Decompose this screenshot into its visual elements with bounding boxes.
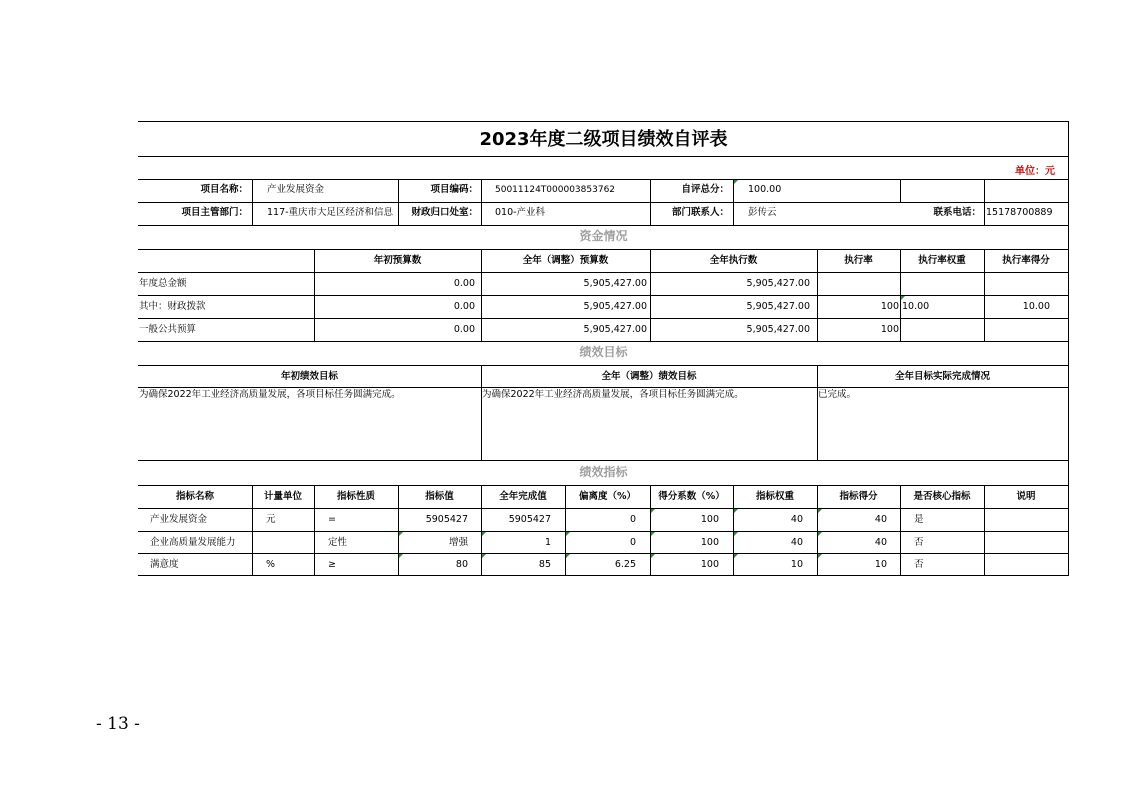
funds-cell-rate: 100 — [880, 301, 899, 312]
funds-header-adjusted: 全年（调整）预算数 — [522, 255, 609, 266]
ind-cell-dev: 0 — [629, 537, 636, 548]
indicators-section-title: 绩效指标 — [579, 465, 628, 479]
ind-cell-weight: 10 — [790, 559, 803, 570]
funds-row-label: 其中：财政拨款 — [139, 301, 206, 312]
cell-marker — [901, 296, 905, 300]
ind-cell-nature: 定性 — [328, 537, 348, 548]
funds-cell-initial: 0.00 — [453, 324, 475, 335]
info-vline — [900, 179, 901, 202]
ind-header-top — [138, 485, 1069, 486]
cell-marker — [818, 532, 822, 536]
ind-cell-score: 40 — [874, 537, 887, 548]
bottom-border — [138, 575, 1069, 576]
funds-cell-score: 10.00 — [1022, 301, 1050, 312]
finance-office-value: 010-产业科 — [495, 207, 546, 218]
project-code-value: 50011124T000003853762 — [495, 185, 616, 195]
goals-header-actual: 全年目标实际完成情况 — [894, 371, 990, 382]
goals-header-adjusted: 全年（调整）绩效目标 — [601, 371, 697, 382]
ind-cell-core: 是 — [914, 514, 924, 525]
contact-value: 彭传云 — [748, 207, 777, 218]
page-number: - 13 - — [96, 714, 140, 734]
funds-header-top — [138, 249, 1069, 250]
ind-cell-done: 1 — [544, 537, 551, 548]
cell-marker — [651, 509, 655, 513]
ind-row2-top — [138, 531, 1069, 532]
ind-cell-value: 5905427 — [425, 514, 468, 525]
info-vline — [650, 179, 651, 225]
ind-cell-coef: 100 — [700, 559, 719, 570]
cell-marker — [399, 532, 403, 536]
cell-marker — [734, 554, 738, 558]
funds-row1-top — [138, 272, 1069, 273]
goals-actual-text: 已完成。 — [818, 389, 857, 400]
info-top-line — [138, 179, 1069, 180]
ind-cell-nature: = — [328, 514, 336, 525]
ind-cell-weight: 40 — [790, 514, 803, 525]
ind-header-name: 指标名称 — [175, 491, 214, 502]
ind-cell-coef: 100 — [700, 514, 719, 525]
unit-label: 单位：元 — [1015, 166, 1055, 177]
ind-cell-core: 否 — [914, 537, 924, 548]
funds-cell-executed: 5,905,427.00 — [746, 278, 810, 289]
info-vline — [398, 179, 399, 225]
funds-header-initial: 年初预算数 — [373, 255, 422, 266]
funds-row-label: 一般公共预算 — [139, 324, 197, 335]
info-vline — [252, 179, 253, 225]
ind-cell-nature: ≥ — [328, 559, 336, 570]
ind-cell-done: 5905427 — [508, 514, 551, 525]
ind-cell-dev: 0 — [629, 514, 636, 525]
funds-cell-adjusted: 5,905,427.00 — [583, 278, 647, 289]
ind-cell-score: 40 — [874, 514, 887, 525]
cell-marker — [651, 532, 655, 536]
ind-cell-dev: 6.25 — [614, 559, 636, 570]
dept-label: 项目主管部门： — [181, 207, 248, 218]
page-title: 2023年度二级项目绩效自评表 — [479, 129, 728, 150]
funds-row3-top — [138, 318, 1069, 319]
project-code-label: 项目编码： — [430, 184, 478, 195]
ind-header-score: 指标得分 — [839, 491, 878, 502]
goals-adjusted-text: 为确保2022年工业经济高质量发展，各项目标任务圆满完成。 — [482, 389, 744, 400]
ind-cell-unit: 元 — [266, 514, 276, 525]
ind-header-core: 是否核心指标 — [913, 491, 971, 502]
cell-marker — [818, 554, 822, 558]
funds-cell-executed: 5,905,427.00 — [746, 301, 810, 312]
cell-marker — [482, 532, 486, 536]
ind-cell-done: 85 — [538, 559, 551, 570]
ind-cell-name: 企业高质量发展能力 — [150, 537, 236, 548]
ind-cell-coef: 100 — [700, 537, 719, 548]
top-border — [138, 121, 1069, 122]
phone-label: 联系电话： — [933, 207, 981, 218]
funds-cell-executed: 5,905,427.00 — [746, 324, 810, 335]
cell-marker — [566, 554, 570, 558]
finance-office-label: 财政归口处室： — [411, 207, 478, 218]
funds-header-rate: 执行率 — [844, 255, 873, 266]
info-vline — [984, 179, 985, 225]
ind-cell-unit: % — [266, 559, 276, 570]
ind-cell-weight: 40 — [790, 537, 803, 548]
dept-value: 117-重庆市大足区经济和信息 — [267, 207, 394, 218]
funds-row2-top — [138, 295, 1069, 296]
cell-marker — [734, 509, 738, 513]
goals-header-top — [138, 365, 1069, 366]
funds-header-score: 执行率得分 — [1002, 255, 1050, 266]
cell-marker — [734, 180, 738, 184]
ind-header-dev: 偏离度（%） — [578, 491, 637, 502]
goals-header-initial: 年初绩效目标 — [280, 371, 338, 382]
cell-marker — [734, 532, 738, 536]
ind-header-done: 全年完成值 — [499, 491, 547, 502]
info-mid-line — [138, 202, 1069, 203]
cell-marker — [651, 554, 655, 558]
cell-marker — [818, 509, 822, 513]
goals-initial-text: 为确保2022年工业经济高质量发展，各项目标任务圆满完成。 — [139, 389, 401, 400]
goals-body-top — [138, 387, 1069, 388]
funds-header-weight: 执行率权重 — [918, 255, 966, 266]
funds-cell-adjusted: 5,905,427.00 — [583, 301, 647, 312]
funds-cell-adjusted: 5,905,427.00 — [583, 324, 647, 335]
ind-header-coef: 得分系数（%） — [658, 491, 725, 502]
info-bottom-line — [138, 225, 1069, 226]
ind-header-nature: 指标性质 — [336, 491, 375, 502]
contact-label: 部门联系人： — [671, 207, 729, 218]
ind-cell-name: 满意度 — [150, 559, 179, 570]
ind-row1-top — [138, 508, 1069, 509]
ind-header-value: 指标值 — [425, 491, 454, 502]
ind-cell-name: 产业发展资金 — [150, 514, 208, 525]
info-vline — [733, 179, 734, 225]
ind-row3-top — [138, 553, 1069, 554]
ind-header-note: 说明 — [1016, 491, 1036, 502]
funds-cell-rate: 100 — [880, 324, 899, 335]
cell-marker — [566, 532, 570, 536]
goals-section-title: 绩效目标 — [579, 345, 628, 359]
title-divider — [138, 156, 1069, 157]
funds-cell-weight: 10.00 — [902, 301, 930, 312]
funds-header-executed: 全年执行数 — [709, 255, 758, 266]
project-name-label: 项目名称： — [200, 184, 248, 195]
project-name-value: 产业发展资金 — [267, 184, 325, 195]
self-score-label: 自评总分： — [681, 184, 729, 195]
funds-row-label: 年度总金额 — [139, 278, 187, 289]
funds-bottom — [138, 341, 1069, 342]
ind-cell-value: 增强 — [448, 537, 468, 548]
funds-cell-initial: 0.00 — [453, 301, 475, 312]
ind-cell-core: 否 — [914, 559, 924, 570]
cell-marker — [399, 554, 403, 558]
goals-bottom — [138, 460, 1069, 461]
ind-header-weight: 指标权重 — [755, 491, 794, 502]
phone-value: 15178700889 — [986, 207, 1053, 218]
self-score-value: 100.00 — [748, 184, 782, 195]
funds-section-title: 资金情况 — [579, 229, 628, 243]
cell-marker — [482, 554, 486, 558]
funds-cell-initial: 0.00 — [453, 278, 475, 289]
ind-cell-value: 80 — [455, 559, 468, 570]
ind-header-unit: 计量单位 — [263, 491, 302, 502]
info-vline — [481, 179, 482, 225]
ind-cell-score: 10 — [874, 559, 887, 570]
